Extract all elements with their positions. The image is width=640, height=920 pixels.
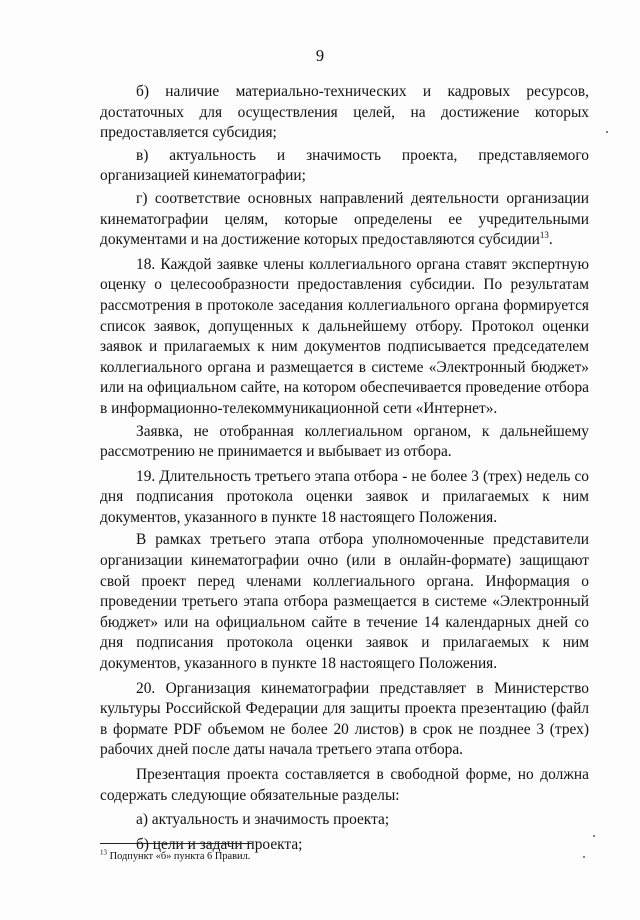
paragraph-19-duration: 19. Длительность третьего этапа отбора - не более 3 (трех) недель со дня подписания протокола оценки заявок и прилагаемых к ним документов, указанного в пункте 18 настоящего Положения. xyxy=(100,467,589,526)
paragraph-b-resources: б) наличие материально-технических и кадровых ресурсов, достаточных для осуществления целей, на достижение которых предоставляется субсидия; xyxy=(100,83,589,142)
paragraph-g-text: г) соответствие основных направлений деятельности организации кинематографии целям, которые определены ее учредительными документами и на достижение которых предоставляются субсидии xyxy=(100,189,589,249)
paragraph-presentation-sections: Презентация проекта составляется в свободной форме, но должна содержать следующие обязательные разделы: xyxy=(100,766,589,804)
paragraph-rejected-application: Заявка, не отобранная коллегиальном органом, к дальнейшему рассмотрению не принимается и выбывает из отбора. xyxy=(100,422,589,461)
footnote-text: Подпункт «б» пункта 6 Правил. xyxy=(109,851,251,862)
paragraph-v-relevance: в) актуальность и значимость проекта, представляемого организацией кинематографии; xyxy=(100,146,589,185)
paragraph-g-compliance xyxy=(100,189,589,251)
list-item-a: а) актуальность и значимость проекта; xyxy=(136,811,390,829)
paragraph-g-tail: . xyxy=(548,231,553,249)
list-item-b: б) цели и задачи проекта; xyxy=(136,835,303,853)
page-number: 9 xyxy=(315,46,325,65)
footnote-divider xyxy=(100,843,252,844)
footnote xyxy=(100,850,580,863)
paragraph-18-evaluation: 18. Каждой заявке члены коллегиального органа ставят экспертную оценку о целесообразности предоставления субсидии. По результатам рассмотрения в протоколе заседания коллегиального органа формируется список заявок, допущенных к дальнейшему отбору. Протокол оценки заявок и прилагаемых к ним документов подписывается председателем коллегиального органа и размещается в системе «Электронный бюджет» или на официальном сайте, на котором обеспечивается проведение отбора в информационно-телекоммуникационной сети «Интернет». xyxy=(100,255,589,417)
paragraph-third-stage: В рамках третьего этапа отбора уполномоченные представители организации кинематографии очно (или в онлайн-формате) защищают свой проект перед членами коллегиального органа. Информация о проведении третьего этапа отбора размещается в системе «Электронный бюджет» или на официальном сайте в течение 14 календарных дней со дня подписания протокола оценки заявок и прилагаемых к ним документов, указанного в пункте 18 настоящего Положения. xyxy=(100,531,589,673)
paragraph-20-presentation: 20. Организация кинематографии представляет в Министерство культуры Российской Федерации для защиты проекта презентацию (файл в формате PDF объемом не более 20 листов) в срок не позднее 3 (трех) рабочих дней после даты начала третьего этапа отбора. xyxy=(100,679,589,759)
scan-speck xyxy=(606,131,608,133)
footnote-reference: 13 xyxy=(539,230,549,241)
scan-speck xyxy=(583,856,585,858)
body-text xyxy=(100,82,589,857)
scan-speck xyxy=(593,835,595,837)
footnote-mark: 13 xyxy=(100,848,107,857)
